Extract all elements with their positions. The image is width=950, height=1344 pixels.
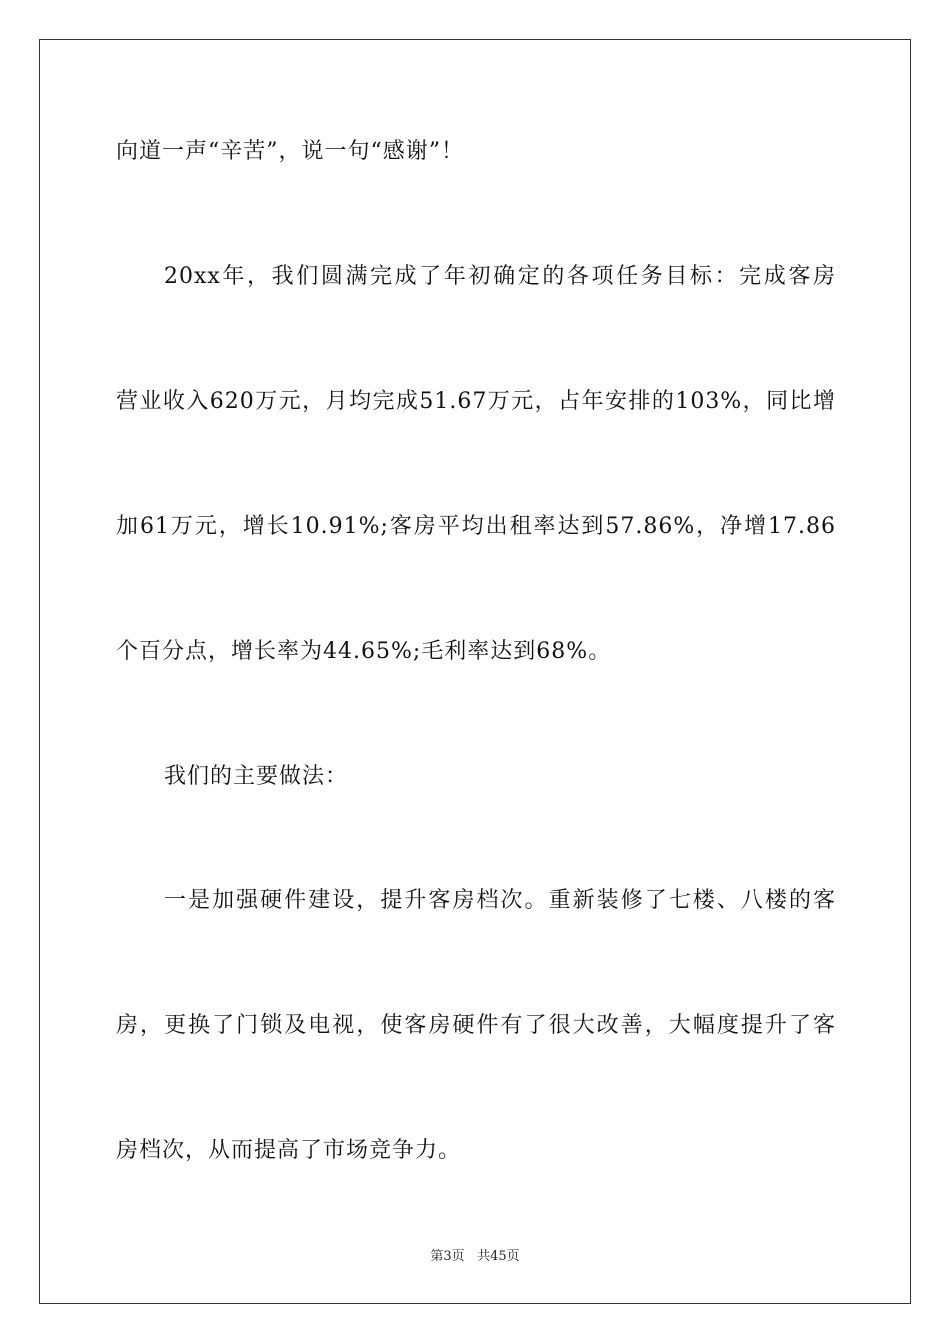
page-footer xyxy=(0,1248,950,1266)
text-line: 一是加强硬件建设，提升客房档次。重新装修了七楼、八楼的客 xyxy=(164,888,836,913)
text-line: 加61万元，增长10.91%;客房平均出租率达到57.86%，净增17.86 xyxy=(116,514,836,539)
text-line: 营业收入620万元，月均完成51.67万元，占年安排的103%，同比增 xyxy=(116,389,836,414)
text-line: 个百分点，增长率为44.65%;毛利率达到68%。 xyxy=(116,639,612,664)
text-line: 房档次，从而提高了市场竞争力。 xyxy=(116,1138,462,1163)
text-line: 向道一声“辛苦”，说一句“感谢”！ xyxy=(116,139,464,164)
text-line: 20xx年，我们圆满完成了年初确定的各项任务目标：完成客房 xyxy=(164,264,836,289)
page-border xyxy=(39,39,911,1304)
text-line: 我们的主要做法： xyxy=(164,764,349,789)
text-line: 房，更换了门锁及电视，使客房硬件有了很大改善，大幅度提升了客 xyxy=(116,1013,836,1038)
page-number: 第3页 xyxy=(430,1249,465,1264)
page-total: 共45页 xyxy=(477,1249,520,1264)
